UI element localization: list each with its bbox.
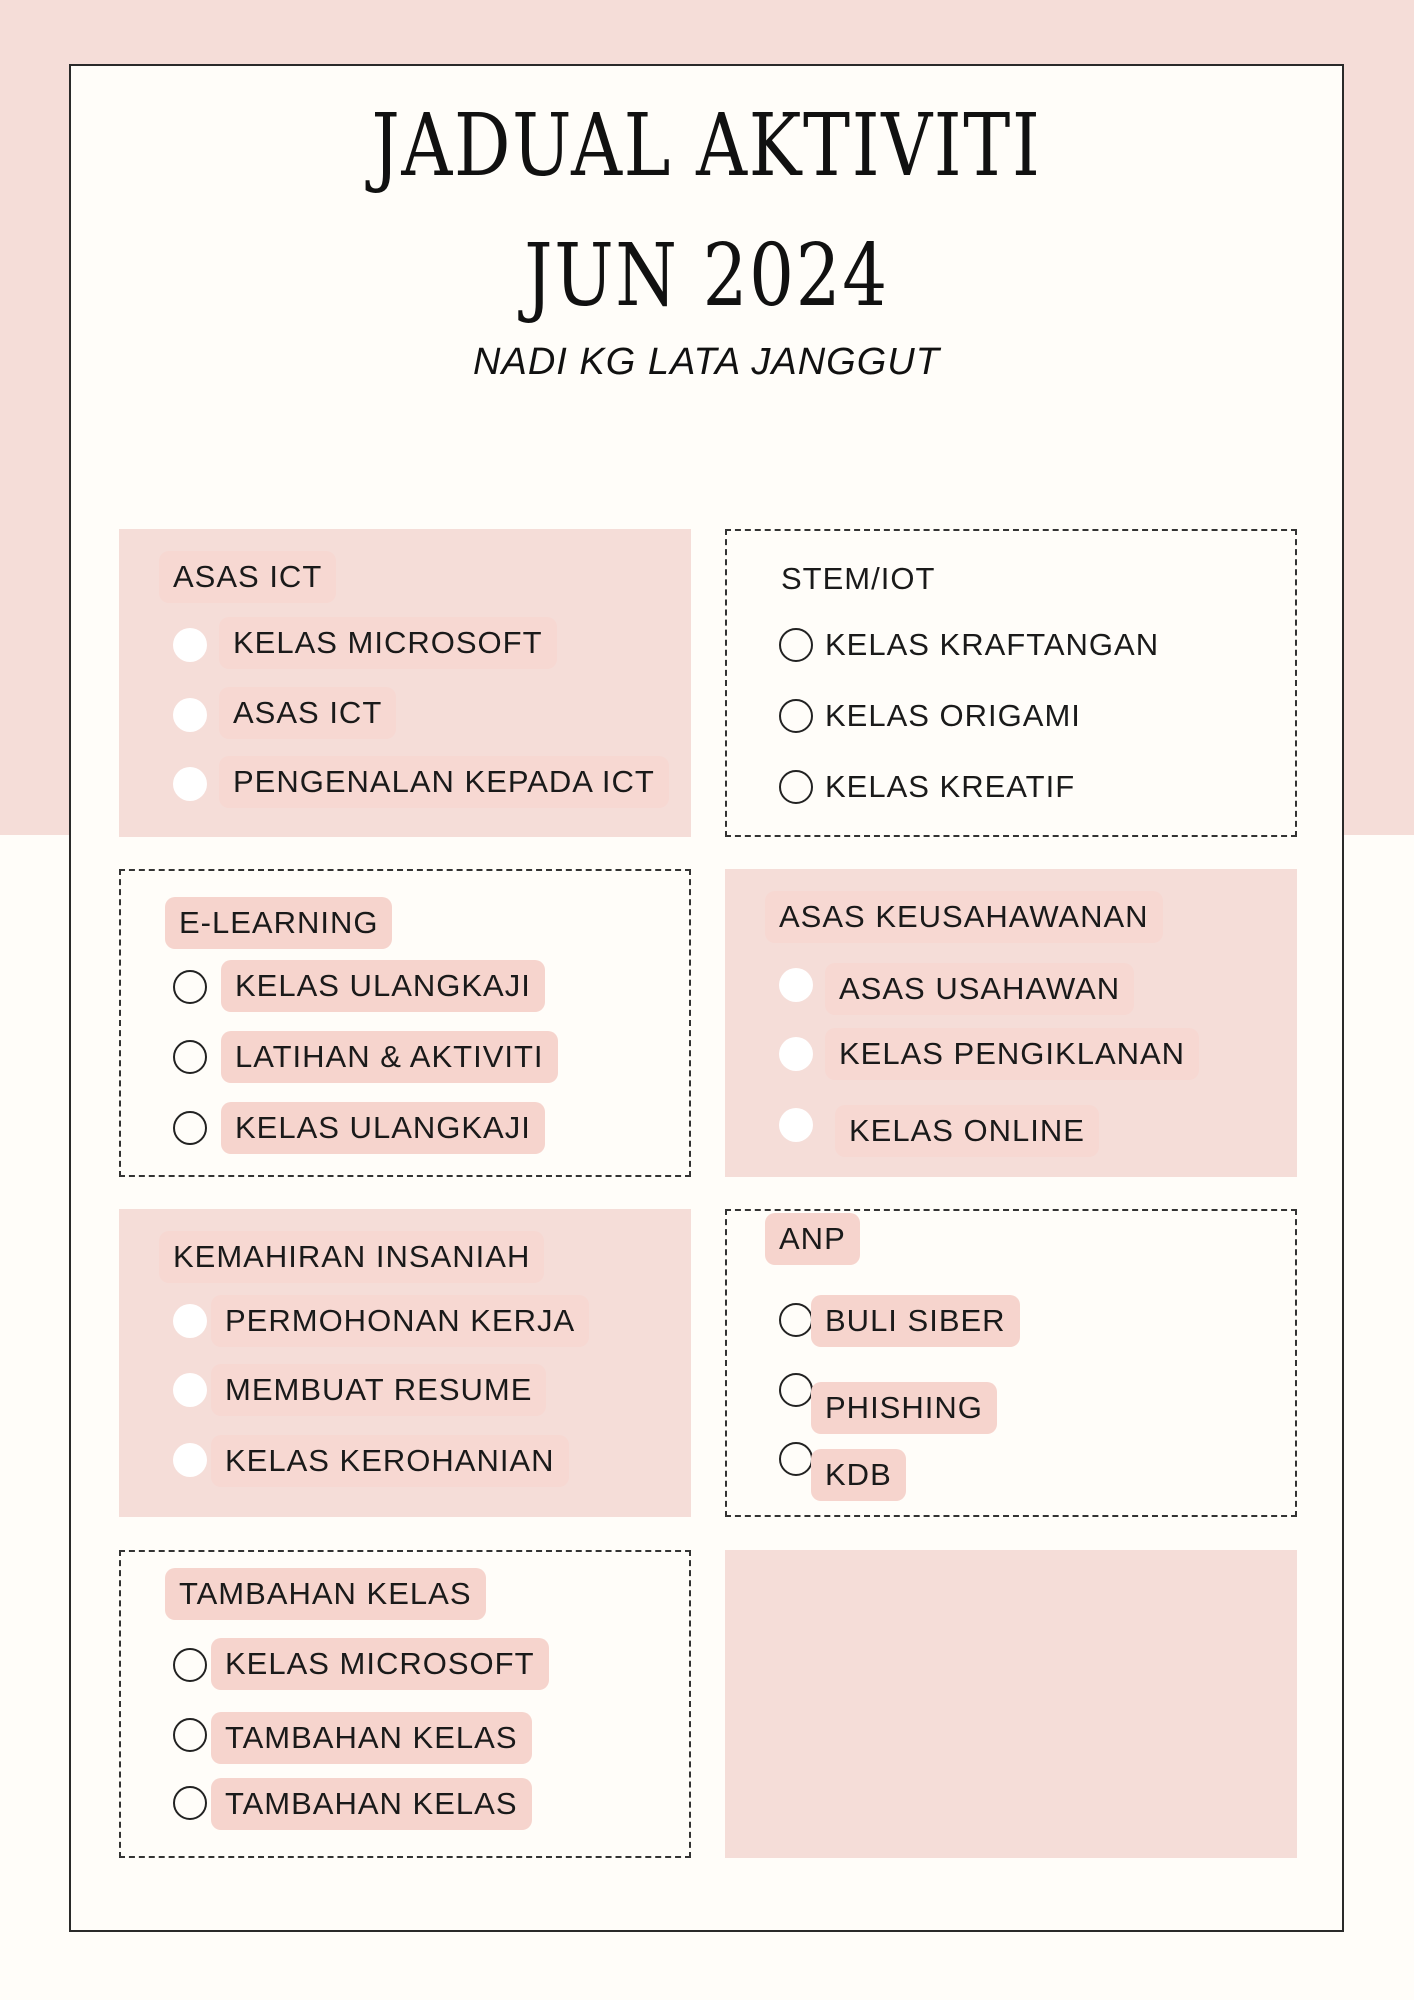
list-item: PERMOHONAN KERJA (211, 1295, 589, 1347)
checkbox-circle[interactable] (779, 968, 813, 1002)
list-item: TAMBAHAN KELAS (211, 1712, 532, 1764)
checkbox-circle[interactable] (173, 1443, 207, 1477)
list-item: ASAS USAHAWAN (825, 963, 1134, 1015)
checkbox-circle[interactable] (173, 1304, 207, 1338)
checkbox-circle[interactable] (779, 1303, 813, 1337)
schedule-sheet (69, 64, 1344, 1932)
section-anp (725, 1209, 1297, 1517)
checkbox-circle[interactable] (173, 1040, 207, 1074)
list-item: KELAS ULANGKAJI (221, 1102, 545, 1154)
section-heading: ASAS ICT (159, 551, 336, 603)
section-asas-ict (119, 529, 691, 837)
checkbox-circle[interactable] (173, 1111, 207, 1145)
list-item: ASAS ICT (219, 687, 396, 739)
checkbox-circle[interactable] (173, 1373, 207, 1407)
list-item: KDB (811, 1449, 906, 1501)
section-kemahiran-insaniah (119, 1209, 691, 1517)
list-item: KELAS KREATIF (825, 769, 1076, 804)
checkbox-circle[interactable] (779, 628, 813, 662)
checkbox-circle[interactable] (779, 1442, 813, 1476)
list-item: KELAS KEROHANIAN (211, 1435, 569, 1487)
list-item: KELAS ULANGKAJI (221, 960, 545, 1012)
checkbox-circle[interactable] (779, 1373, 813, 1407)
checkbox-circle[interactable] (779, 1108, 813, 1142)
list-item: KELAS ORIGAMI (825, 698, 1081, 733)
section-heading: ASAS KEUSAHAWANAN (765, 891, 1163, 943)
list-item: PHISHING (811, 1382, 997, 1434)
checkbox-circle[interactable] (173, 1718, 207, 1752)
section-e-learning (119, 869, 691, 1177)
section-stem-iot (725, 529, 1297, 837)
section-asas-keusahawanan (725, 869, 1297, 1177)
checkbox-circle[interactable] (173, 698, 207, 732)
section-heading: STEM/IOT (781, 561, 936, 596)
section-heading: E-LEARNING (165, 897, 392, 949)
list-item: KELAS PENGIKLANAN (825, 1028, 1199, 1080)
section-heading: KEMAHIRAN INSANIAH (159, 1231, 544, 1283)
page-title: JADUAL AKTIVITI (371, 96, 1042, 196)
checkbox-circle[interactable] (173, 1786, 207, 1820)
page-subtitle: NADI KG LATA JANGGUT (473, 341, 940, 383)
page-title-month: JUN 2024 (524, 226, 889, 326)
checkbox-circle[interactable] (173, 970, 207, 1004)
section-tambahan-kelas (119, 1550, 691, 1858)
list-item: KELAS ONLINE (835, 1105, 1099, 1157)
list-item: KELAS MICROSOFT (211, 1638, 549, 1690)
checkbox-circle[interactable] (173, 628, 207, 662)
list-item: PENGENALAN KEPADA ICT (219, 756, 669, 808)
checkbox-circle[interactable] (779, 770, 813, 804)
section-heading: ANP (765, 1213, 860, 1265)
list-item: KELAS KRAFTANGAN (825, 627, 1160, 662)
list-item: LATIHAN & AKTIVITI (221, 1031, 558, 1083)
empty-panel (725, 1550, 1297, 1858)
checkbox-circle[interactable] (173, 1648, 207, 1682)
list-item: KELAS MICROSOFT (219, 617, 557, 669)
list-item: TAMBAHAN KELAS (211, 1778, 532, 1830)
checkbox-circle[interactable] (779, 1037, 813, 1071)
list-item: MEMBUAT RESUME (211, 1364, 546, 1416)
checkbox-circle[interactable] (173, 767, 207, 801)
list-item: BULI SIBER (811, 1295, 1020, 1347)
section-heading: TAMBAHAN KELAS (165, 1568, 486, 1620)
checkbox-circle[interactable] (779, 699, 813, 733)
